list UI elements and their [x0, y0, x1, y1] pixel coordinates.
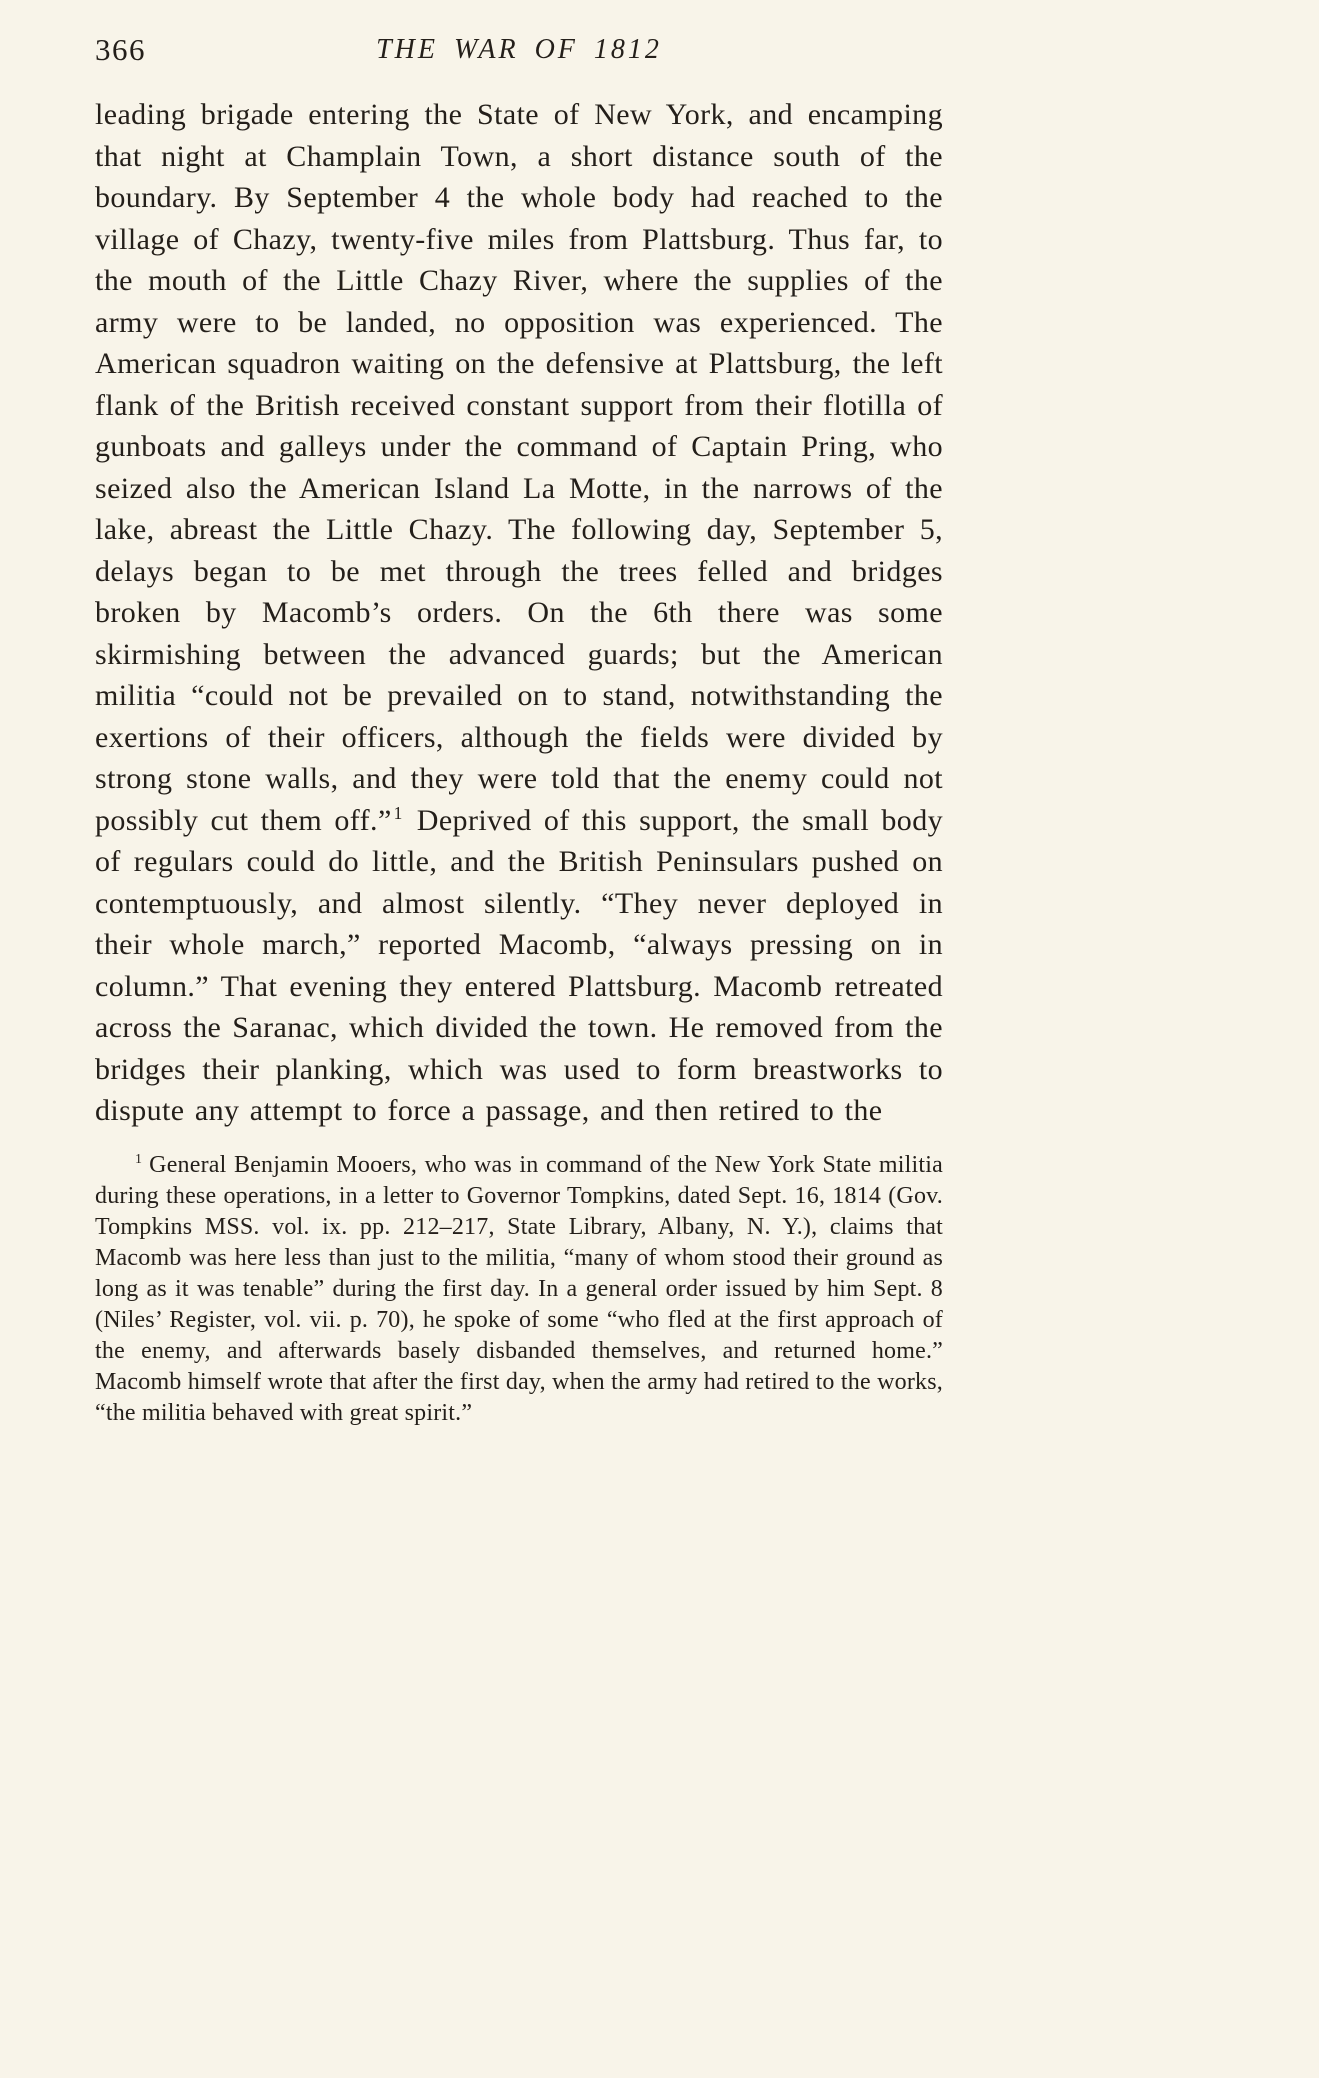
footnote-text: General Benjamin Mooers, who was in command of the New York State militia during these operations, in a letter to Governor Tompkins, dated Sept. 16, 1814 (Gov. Tompkins MSS. vol. ix. pp. 212–217, State Library, Albany, N. Y.), claims that Macomb was here less than just to the militia, “many of whom stood their ground as long as it was tenable” during the first day. In a general order issued by him Sept. 8 (Niles’ Register, vol. vii. p. 70), he spoke of some “who fled at the first approach of the enemy, and afterwards basely disbanded themselves, and returned home.” Macomb himself wrote that after the first day, when the army had retired to the works, “the militia behaved with great spirit.” [95, 1151, 943, 1426]
body-text-after-footnote: Deprived of this support, the small body of regulars could do little, and the British Peninsulars pushed on contemptuously, and almost silently. “They never deployed in their whole march,” reported Macomb, “always pressing on in column.” That evening they entered Plattsburg. Macomb retreated across the Saranac, which divided the town. He removed from the bridges their planking, which was used to form breastworks to dispute any attempt to force a passage, and then retired to the [95, 803, 943, 1127]
text-block [95, 30, 943, 1429]
running-title: THE WAR OF 1812 [376, 34, 662, 65]
page-header [95, 30, 943, 74]
footnote-marker: 1 [135, 1151, 143, 1167]
body-paragraph [95, 94, 943, 1132]
page-number: 366 [95, 32, 146, 67]
footnote-reference: 1 [393, 802, 403, 823]
footnote-paragraph [95, 1150, 943, 1429]
body-text-before-footnote: leading brigade entering the State of New York, and encamping that night at Champlain Town, a short distance south of the boundary. By September 4 the whole body had reached to the village of Chazy, twenty-five miles from Plattsburg. Thus far, to the mouth of the Little Chazy River, where the supplies of the army were to be landed, no opposition was experienced. The American squadron waiting on the defensive at Plattsburg, the left flank of the British received constant support from their flotilla of gunboats and galleys under the command of Captain Pring, who seized also the American Island La Motte, in the narrows of the lake, abreast the Little Chazy. The following day, September 5, delays began to be met through the trees felled and bridges broken by Macomb’s orders. On the 6th there was some skirmishing between the advanced guards; but the American militia “could not be prevailed on to stand, notwithstanding the exertions of their officers, although the fields were divided by strong stone walls, and they were told that the enemy could not possibly cut them off.” [95, 98, 943, 837]
